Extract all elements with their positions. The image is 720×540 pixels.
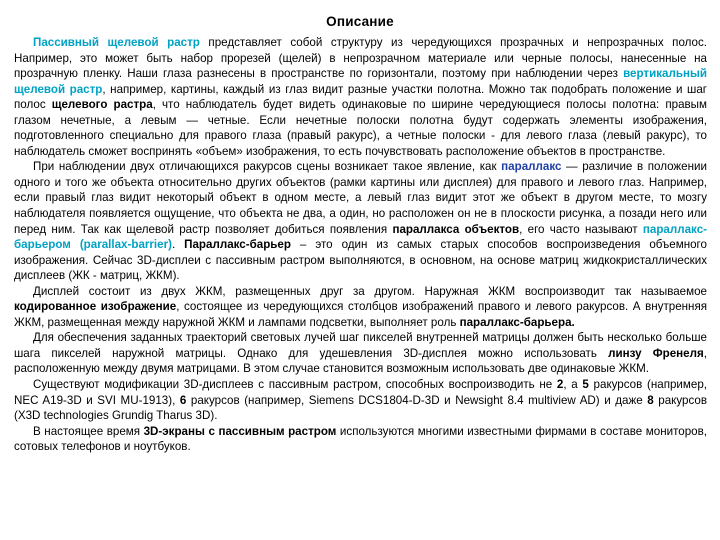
paragraph: В настоящее время 3D-экраны с пассивным растром используются многими известными фирмами в составе мониторов, сотовых телефонов и ноутбуков. bbox=[14, 424, 707, 454]
page-title: Описание bbox=[326, 14, 394, 29]
paragraph: При наблюдении двух отличающихся ракурсов сцены возникает такое явление, как параллакс — различие в положении одного и того же объекта относительно других объектов (рамки картины или дисплея) для правого и левого глаз. Например, если правый глаз видит некоторый объект в одном месте, а левый глаз видит этот же объект в другом месте, то мозгу наблюдателя появляется ощущение, что объекта не два, а один, но расположен он не в плоскости рисунка, а позади него или перед ним. Так как щелевой растр позволяет добиться появления параллакса объектов, его часто называют параллакс-барьером (parallax-barrier). Параллакс-барьер – это один из самых старых способов воспроизведения объемного изображения. Сейчас 3D-дисплеи с пассивным растром выполняются, в основном, на основе матриц жидкокристаллических дисплеев (ЖК - матриц, ЖКМ). bbox=[14, 160, 708, 283]
emphasis-run: 6 bbox=[179, 393, 187, 407]
paragraph: Пассивный щелевой растр представляет собой структуру из чередующихся прозрачных и непрозрачных полос. Например, это может быть набор прорезей (щелей) в непрозрачном материале или черные полосы, нанесенные на прозрачную пленку. Наши глаза разнесены в пространстве по горизонтали, поэтому при наблюдении через вертикальный щелевой растр, например, картины, каждый из глаз видит разные участки полотна. Можно так подобрать положение и шаг полос щелевого растра, что наблюдатель будет видеть одинаковые по ширине чередующиеся полосы полотна: правым глазом нечетные, а левым — четные. Если нечетные полоски полотна будут содержать элементы изображения, подготовленного специально для правого глаза (правый ракурс), а четные полоски - для левого глаза (левый ракурс), то наблюдатель сможет воспринять «объем» изображения, то есть почувствовать расположение объектов в пространстве. bbox=[14, 36, 708, 158]
paragraph: Дисплей состоит из двух ЖКМ, размещенных друг за другом. Наружная ЖКМ воспроизводит так называемое кодированное изображение, состоящее из чередующихся столбцов изображений правого и левого ракурсов. А внутренняя ЖКМ, размещенная между наружной ЖКМ и лампами подсветки, выполняет роль параллакс-барьера. bbox=[14, 284, 708, 329]
emphasis-run: вертикальный щелевой растр bbox=[14, 67, 707, 96]
emphasis-run: 5 bbox=[582, 378, 589, 392]
emphasis-run: параллакс bbox=[501, 160, 562, 174]
emphasis-run: 2 bbox=[556, 378, 564, 392]
emphasis-run: параллакса объектов bbox=[392, 222, 520, 236]
emphasis-run: щелевого растра bbox=[51, 98, 153, 112]
emphasis-run: Параллакс-барьер bbox=[184, 238, 291, 252]
paragraph: Существуют модификации 3D-дисплеев с пассивным растром, способных воспроизводить не 2, а 5 ракурсов (например, NEC A19-3D и SVI MU-1913), 6 ракурсов (например, Siemens DCS1804-D-3D и Newsight 8.4 multiview AD) и даже 8 ракурсов (X3D technologies Grundig Tharus 3D). bbox=[14, 378, 708, 423]
emphasis-run: 3D-экраны с пассивным растром bbox=[143, 424, 337, 438]
emphasis-run: параллакс-барьером (parallax-barrier) bbox=[14, 222, 708, 252]
emphasis-run: Пассивный щелевой растр bbox=[33, 36, 200, 49]
emphasis-run: параллакс-барьера. bbox=[459, 315, 575, 329]
emphasis-run: кодированное изображение bbox=[14, 300, 177, 314]
paragraph: Для обеспечения заданных траекторий световых лучей шаг пикселей внутренней матрицы должен быть несколько больше шага пикселей наружной матрицы. Однако для удешевления 3D-дисплея можно использовать линзу Френеля, расположенную между двумя матрицами. В этом случае становится возможным использовать две одинаковые ЖКМ. bbox=[14, 331, 707, 376]
emphasis-run: 8 bbox=[647, 393, 654, 407]
emphasis-run: линзу Френеля bbox=[608, 346, 704, 360]
slide-body-text bbox=[0, 35, 720, 455]
